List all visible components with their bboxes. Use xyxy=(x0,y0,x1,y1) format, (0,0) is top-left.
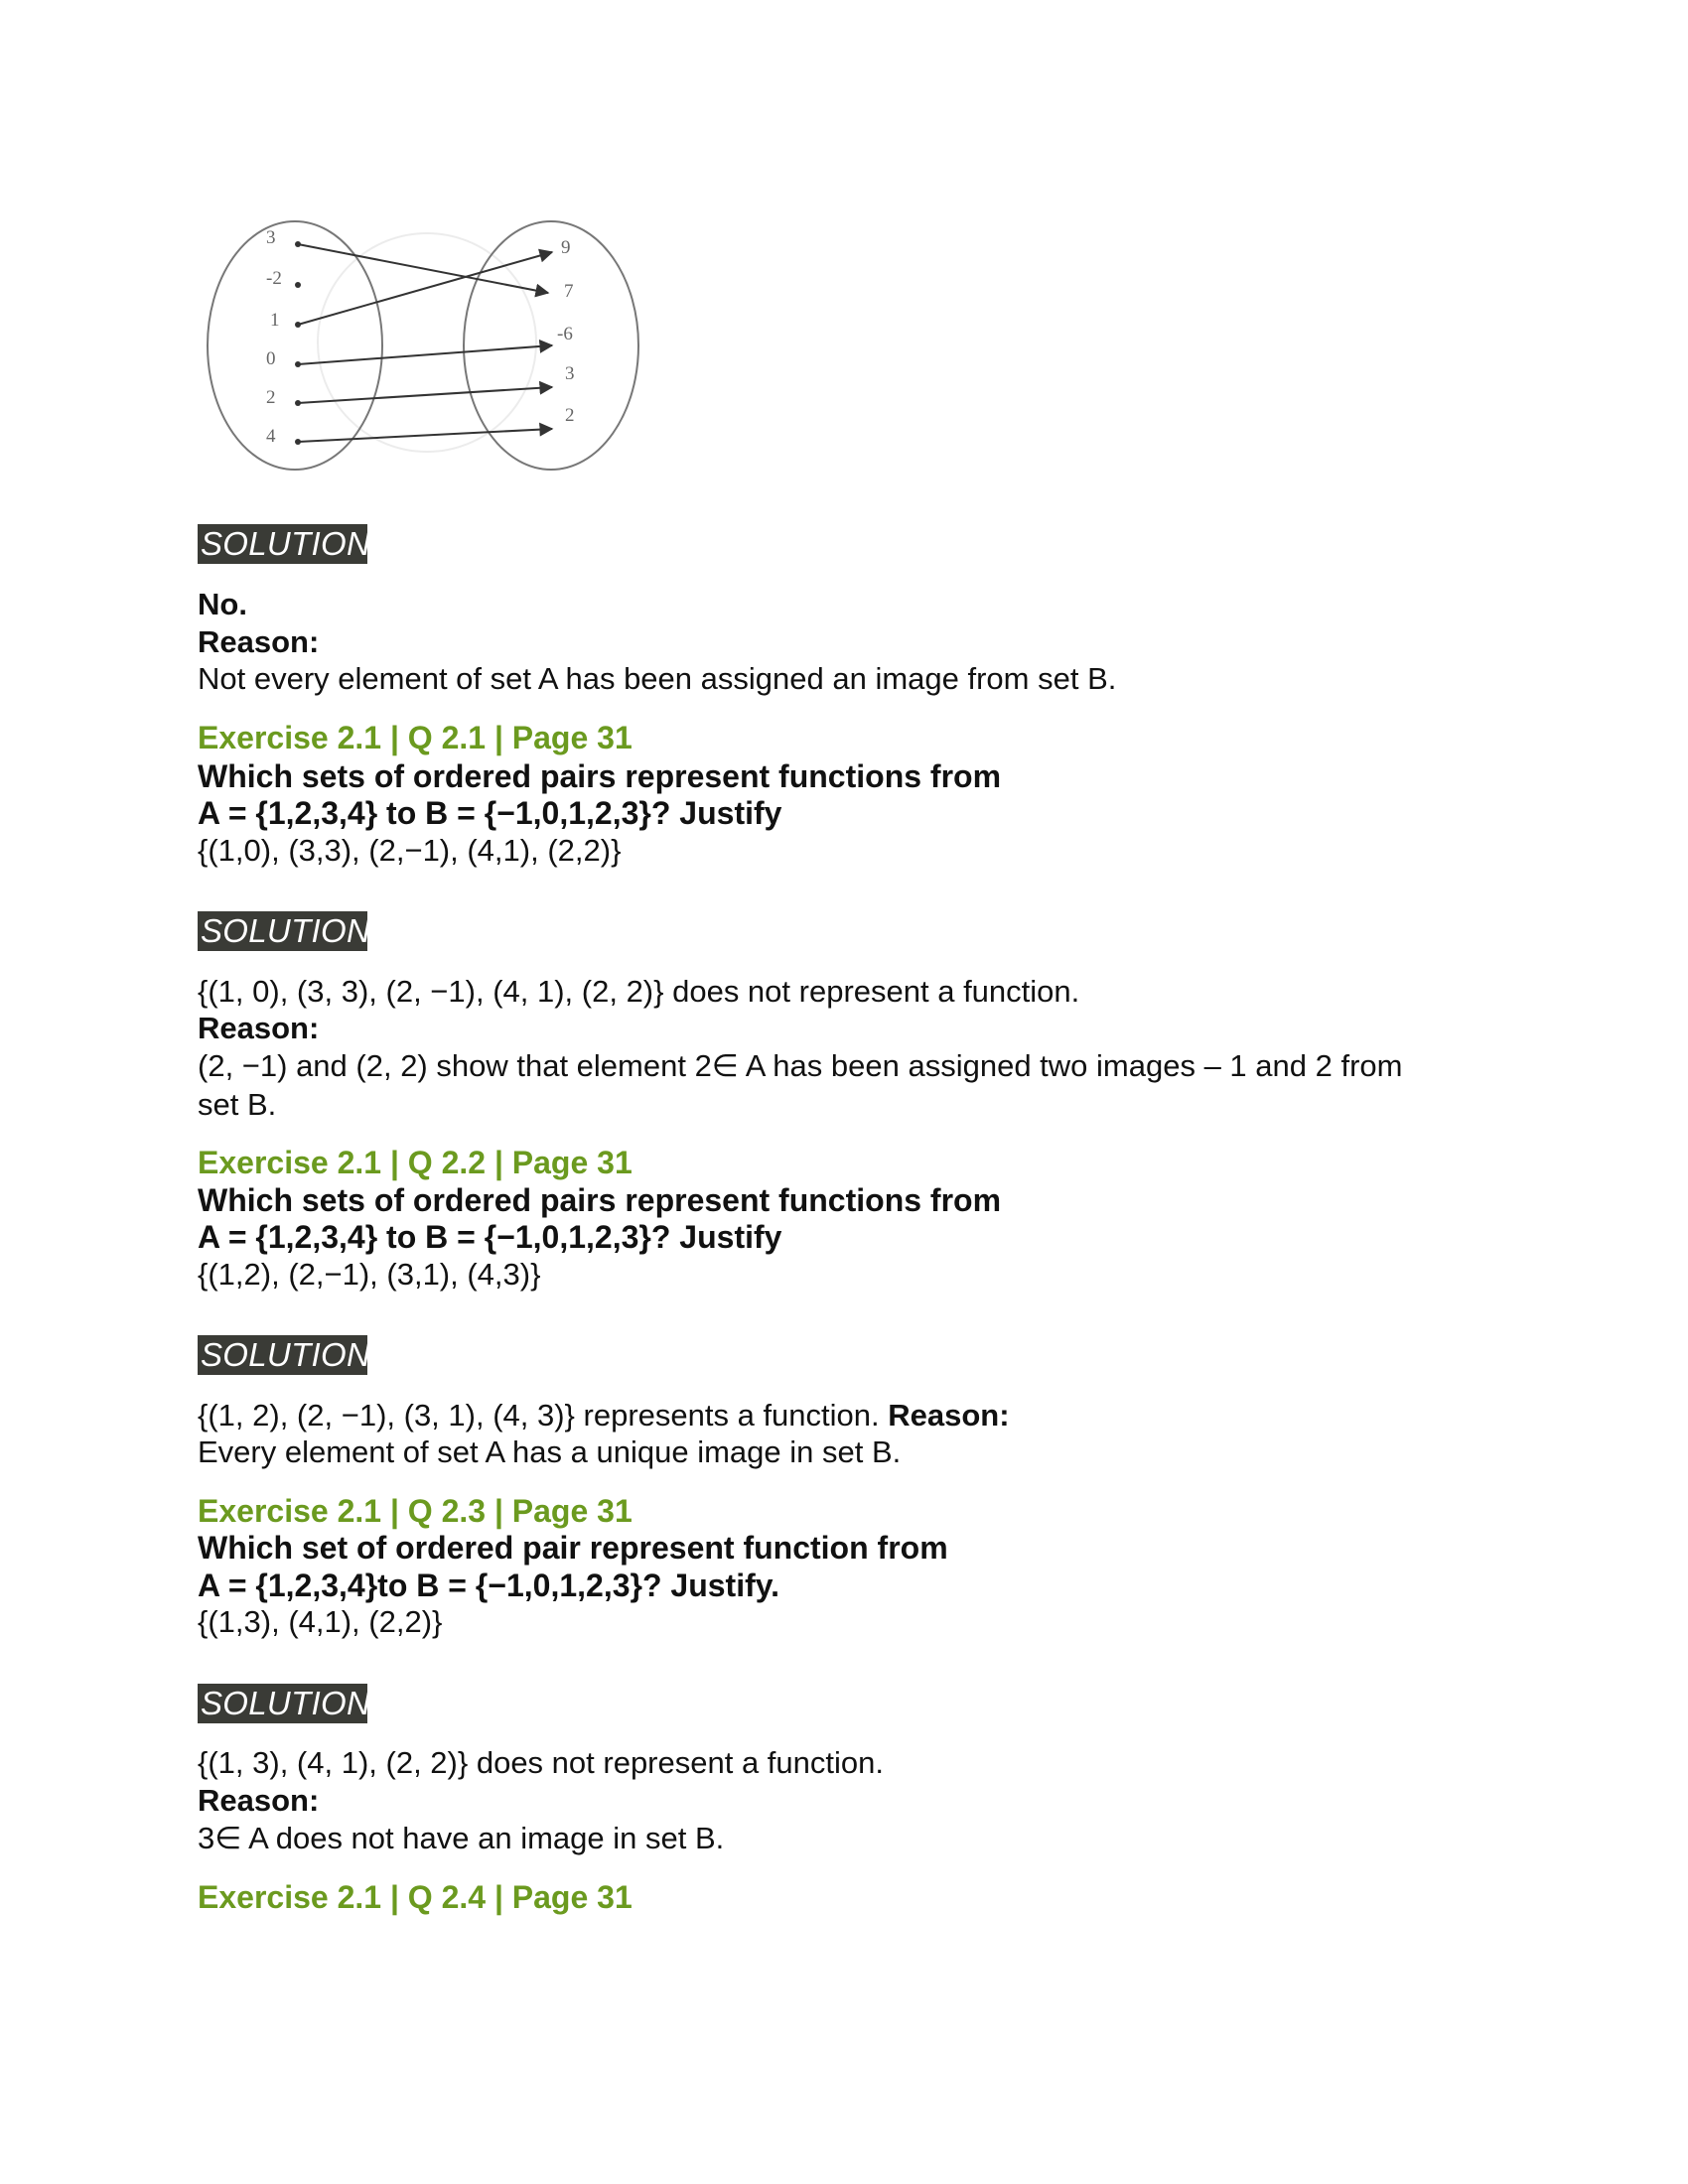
mapping-arrow xyxy=(298,244,548,293)
question-text: A = {1,2,3,4} to B = {−1,0,1,2,3}? Justify xyxy=(198,795,782,831)
mapping-arrow xyxy=(298,252,552,325)
set-a-element: 2 xyxy=(266,387,276,408)
answer-text xyxy=(198,1397,1010,1434)
solution-badge: SOLUTION xyxy=(198,524,367,564)
solution-badge: SOLUTION xyxy=(198,911,367,951)
exercise-heading[interactable]: Exercise 2.1 | Q 2.1 | Page 31 xyxy=(198,720,633,755)
set-a-element: 3 xyxy=(266,227,276,248)
set-a-element: 4 xyxy=(266,426,276,447)
answer-text: {(1, 3), (4, 1), (2, 2)} does not represent a function. xyxy=(198,1745,884,1780)
set-b-element: 3 xyxy=(565,363,575,384)
exercise-heading[interactable]: Exercise 2.1 | Q 2.2 | Page 31 xyxy=(198,1145,633,1180)
reason-text: Not every element of set A has been assigned an image from set B. xyxy=(198,661,1117,696)
solution-badge: SOLUTION xyxy=(198,1684,367,1723)
mapping-diagram xyxy=(199,208,655,491)
set-b-element: 7 xyxy=(564,281,574,302)
reason-text: 3∈ A does not have an image in set B. xyxy=(198,1821,725,1855)
ordered-pairs: {(1,0), (3,3), (2,−1), (4,1), (2,2)} xyxy=(198,833,622,868)
set-a-element: 0 xyxy=(266,348,276,369)
mapping-arrow xyxy=(298,387,552,403)
set-b-element: 9 xyxy=(561,237,571,258)
mapping-arrow xyxy=(298,345,552,364)
ordered-pairs: {(1,3), (4,1), (2,2)} xyxy=(198,1604,443,1639)
reason-label: Reason: xyxy=(198,1783,320,1818)
reason-label: Reason: xyxy=(198,1011,320,1045)
question-text: A = {1,2,3,4}to B = {−1,0,1,2,3}? Justify. xyxy=(198,1568,780,1603)
set-b-element: -6 xyxy=(557,324,573,344)
mapping-diagram-svg xyxy=(199,208,655,491)
answer-text: No. xyxy=(198,587,247,621)
reason-label: Reason: xyxy=(888,1398,1010,1433)
mapping-arrow xyxy=(298,429,552,442)
question-text: Which sets of ordered pairs represent functions from xyxy=(198,758,1002,794)
answer-text-main: {(1, 2), (2, −1), (3, 1), (4, 3)} represents a function. xyxy=(198,1398,880,1433)
reason-text: Every element of set A has a unique image in set B. xyxy=(198,1434,902,1469)
reason-label: Reason: xyxy=(198,624,320,659)
set-a-element: -2 xyxy=(266,268,282,289)
solution-badge: SOLUTION xyxy=(198,1335,367,1375)
answer-text: {(1, 0), (3, 3), (2, −1), (4, 1), (2, 2)} does not represent a function. xyxy=(198,974,1080,1009)
question-text: Which set of ordered pair represent function from xyxy=(198,1530,948,1566)
question-text: Which sets of ordered pairs represent functions from xyxy=(198,1182,1002,1218)
exercise-heading[interactable]: Exercise 2.1 | Q 2.3 | Page 31 xyxy=(198,1493,633,1529)
ordered-pairs: {(1,2), (2,−1), (3,1), (4,3)} xyxy=(198,1257,541,1292)
set-a-element: 1 xyxy=(270,310,280,331)
question-text: A = {1,2,3,4} to B = {−1,0,1,2,3}? Justify xyxy=(198,1219,782,1255)
exercise-heading[interactable]: Exercise 2.1 | Q 2.4 | Page 31 xyxy=(198,1879,633,1915)
reason-text: (2, −1) and (2, 2) show that element 2∈ A has been assigned two images – 1 and 2 from xyxy=(198,1048,1403,1083)
set-b-element: 2 xyxy=(565,405,575,426)
reason-text: set B. xyxy=(198,1087,277,1122)
